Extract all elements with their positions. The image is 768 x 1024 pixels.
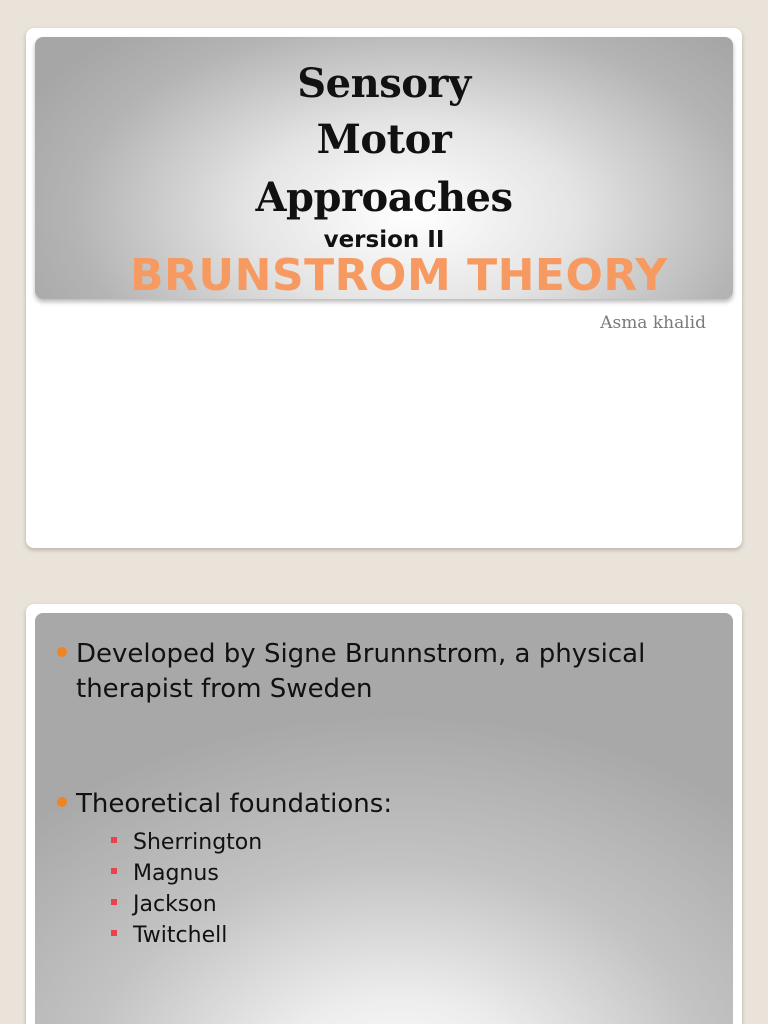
content-slide xyxy=(26,604,742,1024)
bullet-text: Theoretical foundations: xyxy=(76,789,393,819)
square-bullet-icon xyxy=(111,837,117,843)
square-bullet-icon xyxy=(111,930,117,936)
sub-bullet-item xyxy=(111,858,262,889)
sub-bullet-list xyxy=(111,827,262,951)
sub-bullet-text: Twitchell xyxy=(133,923,228,948)
sub-bullet-item xyxy=(111,920,262,951)
square-bullet-icon xyxy=(111,868,117,874)
sub-bullet-item xyxy=(111,889,262,920)
sub-bullet-item xyxy=(111,827,262,858)
bullet-text: Developed by Signe Brunnstrom, a physical therapist from Sweden xyxy=(76,639,646,704)
sub-bullet-text: Magnus xyxy=(133,861,219,886)
square-bullet-icon xyxy=(111,899,117,905)
title-slide xyxy=(26,28,742,548)
slide-subtitle: BRUNSTROM THEORY xyxy=(130,250,668,301)
bullet-dot-icon xyxy=(57,797,67,807)
bullet-item xyxy=(57,787,392,822)
title-line-3: Approaches xyxy=(255,174,513,221)
author-name: Asma khalid xyxy=(600,313,706,333)
bullet-item xyxy=(57,637,657,707)
sub-bullet-text: Jackson xyxy=(133,892,217,917)
content-panel xyxy=(35,613,733,1024)
title-line-2: Motor xyxy=(316,116,452,163)
sub-bullet-text: Sherrington xyxy=(133,830,263,855)
bullet-dot-icon xyxy=(57,647,67,657)
title-line-1: Sensory xyxy=(297,60,471,107)
version-label: version II xyxy=(323,227,445,253)
